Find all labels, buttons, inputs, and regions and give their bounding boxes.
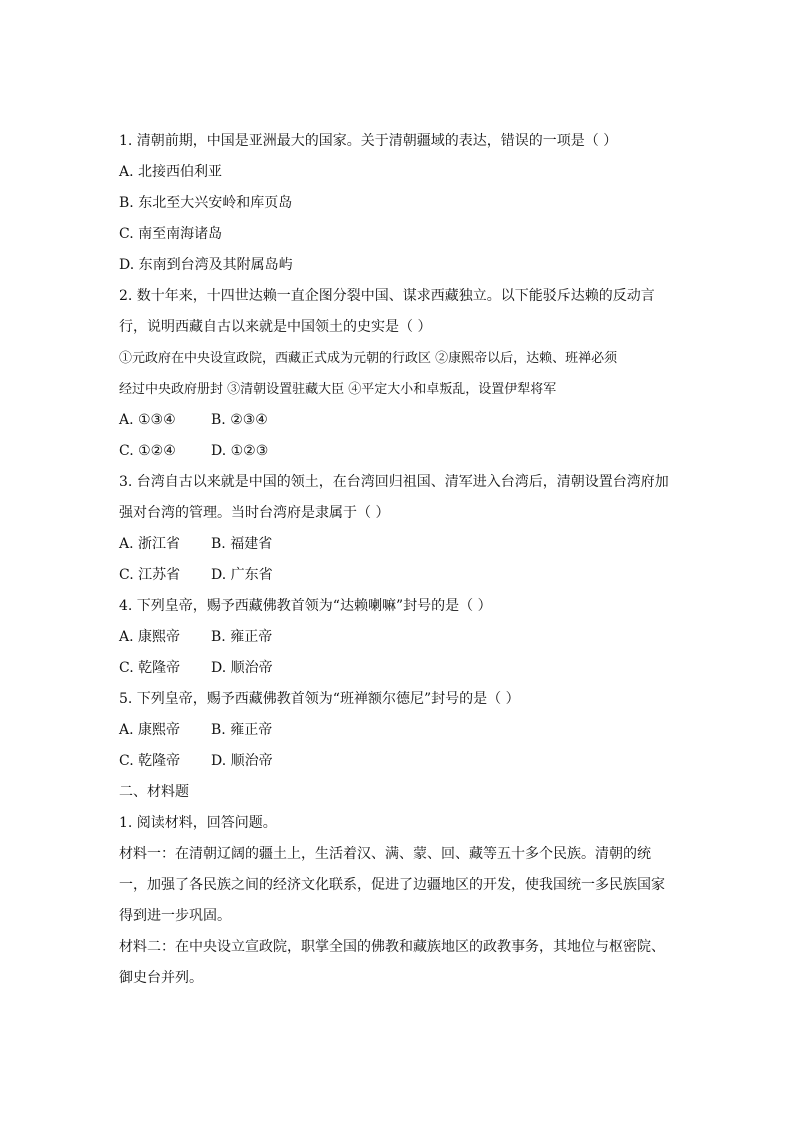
question-5-option-a: A. 康熙帝 xyxy=(119,722,181,738)
question-2-options-row-2 xyxy=(119,436,679,467)
material-1-line-1: 材料一：在清朝辽阔的疆土上，生活着汉、满、蒙、回、藏等五十多个民族。清朝的统 xyxy=(119,846,651,862)
question-2-options-row-1 xyxy=(119,405,679,436)
material-1-line-3: 得到进一步巩固。 xyxy=(119,908,231,924)
material-2-line-1: 材料二：在中央设立宣政院，职掌全国的佛教和藏族地区的政教事务，其地位与枢密院、 xyxy=(119,939,665,955)
question-3-option-c: C. 江苏省 xyxy=(119,567,181,583)
question-2-stem-line-1: 2. 数十年来，十四世达赖一直企图分裂中国、谋求西藏独立。以下能驳斥达赖的反动言 xyxy=(119,288,655,304)
question-3-option-a: A. 浙江省 xyxy=(119,536,181,552)
question-4-option-a: A. 康熙帝 xyxy=(119,629,181,645)
question-3-options-row-2 xyxy=(119,560,679,591)
question-3-stem-line-1: 3. 台湾自古以来就是中国的领土，在台湾回归祖国、清军进入台湾后，清朝设置台湾府加 xyxy=(119,474,669,490)
material-1-line-2: 一，加强了各民族之间的经济文化联系，促进了边疆地区的开发，使我国统一多民族国家 xyxy=(119,877,665,893)
question-2-facts-line-1: ①元政府在中央设宣政院，西藏正式成为元朝的行政区 ②康熙帝以后，达赖、班禅必须 xyxy=(119,351,618,366)
question-2-stem-line-2: 行，说明西藏自古以来就是中国领土的史实是（ ） xyxy=(119,319,432,335)
question-1-option-d: D. 东南到台湾及其附属岛屿 xyxy=(119,257,293,273)
question-3-options-row-1 xyxy=(119,529,679,560)
question-4-options-row-2 xyxy=(119,653,679,684)
question-1-option-b: B. 东北至大兴安岭和库页岛 xyxy=(119,195,293,211)
question-4-option-c: C. 乾隆帝 xyxy=(119,660,181,676)
section-2-heading: 二、材料题 xyxy=(119,784,189,800)
question-5-stem: 5. 下列皇帝，赐予西藏佛教首领为“班禅额尔德尼”封号的是（ ） xyxy=(119,691,520,707)
question-3-stem-line-2: 强对台湾的管理。当时台湾府是隶属于（ ） xyxy=(119,505,390,521)
question-1-stem: 1. 清朝前期，中国是亚洲最大的国家。关于清朝疆域的表达，错误的一项是（ ） xyxy=(119,133,618,149)
document-content xyxy=(119,126,679,994)
question-2-option-d: D. ①②③ xyxy=(211,443,269,459)
question-5-option-d: D. 顺治帝 xyxy=(211,753,273,769)
question-2-option-b: B. ②③④ xyxy=(211,412,268,428)
question-4-option-b: B. 雍正帝 xyxy=(211,629,273,645)
question-4-stem: 4. 下列皇帝，赐予西藏佛教首领为“达赖喇嘛”封号的是（ ） xyxy=(119,598,492,614)
question-2-option-c: C. ①②④ xyxy=(119,443,176,459)
material-2-line-2: 御史台并列。 xyxy=(119,970,203,986)
question-4-options-row-1 xyxy=(119,622,679,653)
question-5-option-b: B. 雍正帝 xyxy=(211,722,273,738)
question-4-option-d: D. 顺治帝 xyxy=(211,660,273,676)
material-question-1-stem: 1. 阅读材料，回答问题。 xyxy=(119,815,277,831)
question-5-options-row-1 xyxy=(119,715,679,746)
question-3-option-b: B. 福建省 xyxy=(211,536,273,552)
question-1-option-c: C. 南至南海诸岛 xyxy=(119,226,223,242)
question-5-option-c: C. 乾隆帝 xyxy=(119,753,181,769)
question-2-facts-line-2: 经过中央政府册封 ③清朝设置驻藏大臣 ④平定大小和卓叛乱，设置伊犁将军 xyxy=(119,382,557,397)
question-1-option-a: A. 北接西伯利亚 xyxy=(119,164,223,180)
question-5-options-row-2 xyxy=(119,746,679,777)
question-3-option-d: D. 广东省 xyxy=(211,567,273,583)
question-2-option-a: A. ①③④ xyxy=(119,412,176,428)
